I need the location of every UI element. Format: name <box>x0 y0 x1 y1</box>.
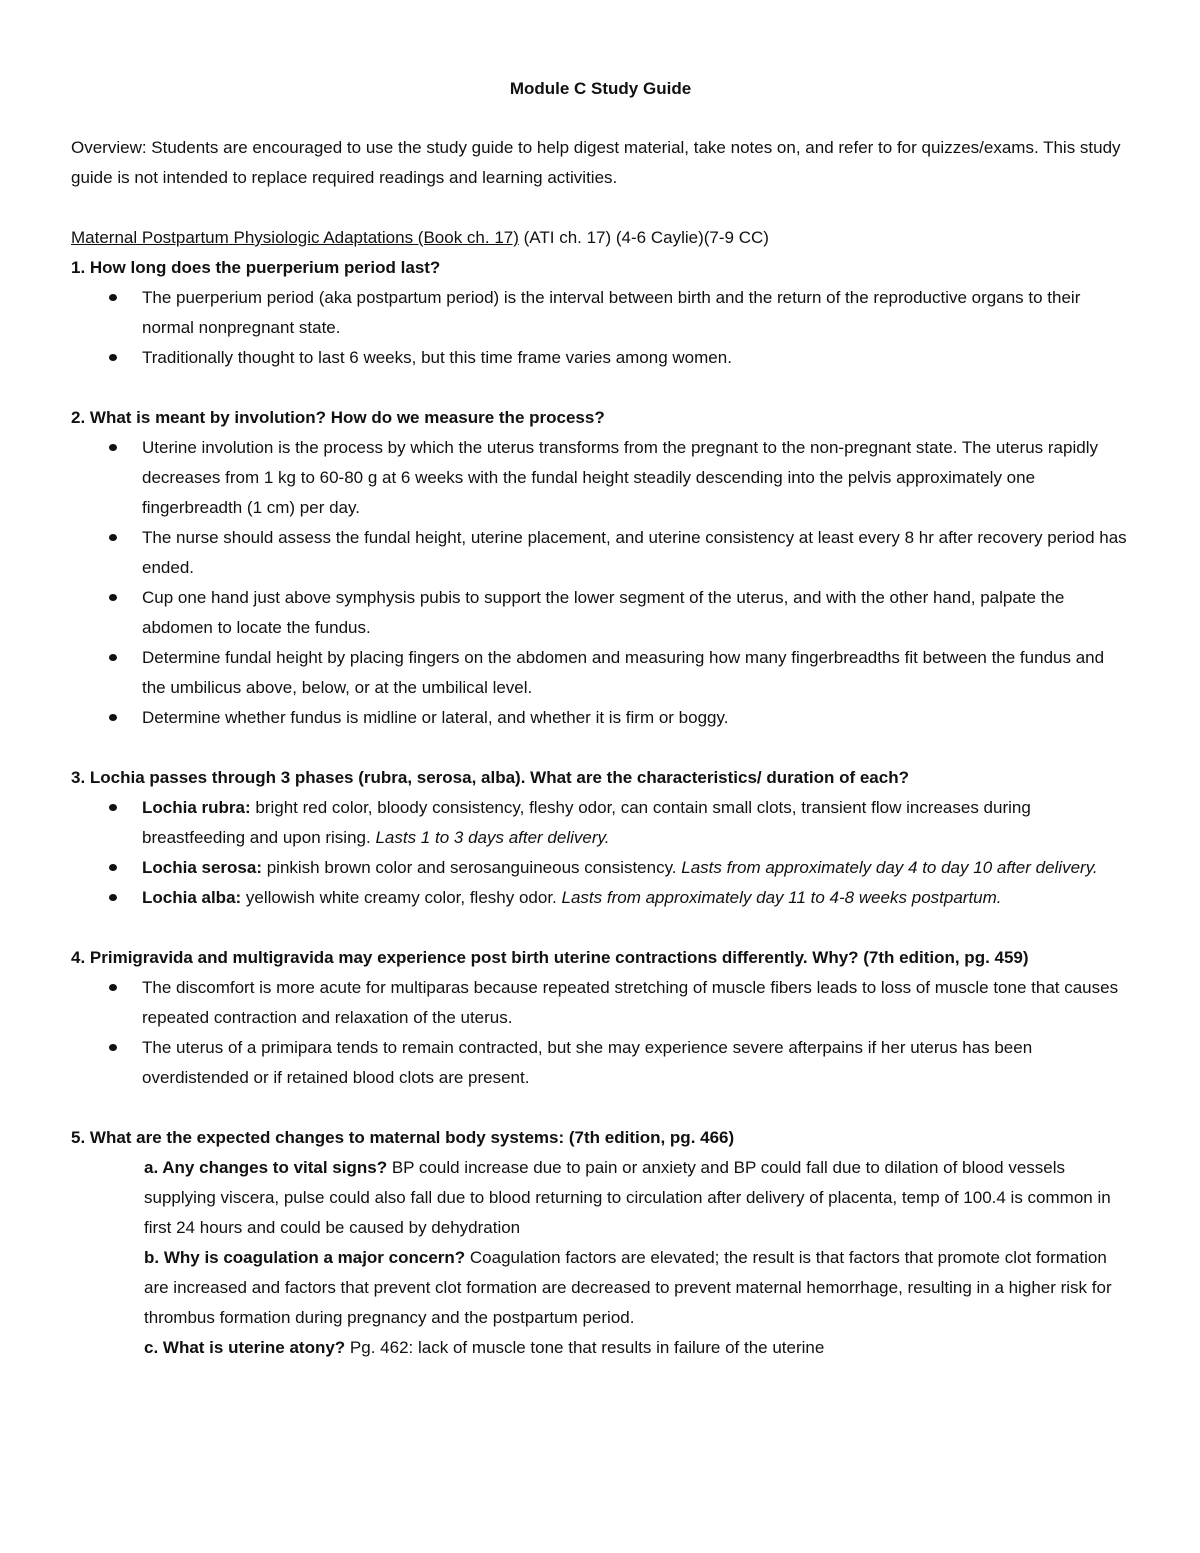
sub-item-label: a. Any changes to vital signs? <box>144 1158 388 1177</box>
question-3-answers <box>71 793 1130 913</box>
lochia-alba-text: yellowish white creamy color, fleshy odor. <box>241 888 562 907</box>
sub-item-text: lack of muscle tone that results in failure of the uterine <box>413 1338 825 1357</box>
question-4-answers <box>71 973 1130 1093</box>
list-item: Traditionally thought to last 6 weeks, but this time frame varies among women. <box>71 343 1130 373</box>
section-heading-rest: (ATI ch. 17) (4-6 Caylie)(7-9 CC) <box>518 228 769 247</box>
lochia-serosa-term: Lochia serosa: <box>142 858 262 877</box>
sub-item-text: BP could increase due to pain or anxiety and BP could fall due to dilation of blood vessels supplying viscera, pulse could also fall due to blood returning to circulation after delivery of placenta, temp of 100.4 is common in first 24 hours and could be caused by dehydration <box>144 1158 1111 1237</box>
list-item: The nurse should assess the fundal height, uterine placement, and uterine consistency at least every 8 hr after recovery period has ended. <box>71 523 1130 583</box>
lochia-alba-term: Lochia alba: <box>142 888 242 907</box>
sub-item-text: Coagulation factors are elevated; the result is that factors that promote clot formation are increased and factors that prevent clot formation are decreased to prevent maternal hemorrhage, resulting in a higher risk for thrombus formation during pregnancy and the postpartum period. <box>144 1248 1112 1327</box>
question-2-answers <box>71 433 1130 733</box>
lochia-serosa-text: pinkish brown color and serosanguineous consistency. <box>262 858 682 877</box>
overview-paragraph: Overview: Students are encouraged to use the study guide to help digest material, take notes on, and refer to for quizzes/exams. This study guide is not intended to replace required readings and learning activities. <box>71 138 1121 187</box>
page-title: Module C Study Guide <box>509 79 692 98</box>
sub-item-vital-signs <box>71 1153 1130 1243</box>
list-item: Uterine involution is the process by which the uterus transforms from the pregnant to the non-pregnant state. The uterus rapidly decreases from 1 kg to 60-80 g at 6 weeks with the fundal height steadily descending into the pelvis approximately one fingerbreadth (1 cm) per day. <box>71 433 1130 523</box>
question-1-answers <box>71 283 1130 373</box>
list-item <box>71 793 1130 853</box>
section-heading-underlined: Maternal Postpartum Physiologic Adaptations (Book ch. 17) <box>71 228 519 247</box>
list-item: The puerperium period (aka postpartum period) is the interval between birth and the return of the reproductive organs to their normal nonpregnant state. <box>71 283 1130 343</box>
list-item <box>71 883 1130 913</box>
lochia-serosa-duration: Lasts from approximately day 4 to day 10 after delivery. <box>681 858 1098 877</box>
lochia-rubra-text: bright red color, bloody consistency, fleshy odor, can contain small clots, transient flow increases during breastfeeding and upon rising. <box>142 798 1031 847</box>
lochia-alba-duration: Lasts from approximately day 11 to 4-8 weeks postpartum. <box>561 888 1002 907</box>
sub-item-uterine-atony <box>71 1333 1130 1363</box>
sub-item-label: c. What is uterine atony? <box>144 1338 346 1357</box>
list-item <box>71 853 1130 883</box>
question-4: 4. Primigravida and multigravida may experience post birth uterine contractions differently. Why? (7th edition, pg. 459) <box>71 948 1029 967</box>
question-3: 3. Lochia passes through 3 phases (rubra, serosa, alba). What are the characteristics/ duration of each? <box>71 768 909 787</box>
section-heading <box>71 223 1130 253</box>
question-5: 5. What are the expected changes to maternal body systems: (7th edition, pg. 466) <box>71 1128 735 1147</box>
question-1: 1. How long does the puerperium period last? <box>71 258 441 277</box>
question-2: 2. What is meant by involution? How do we measure the process? <box>71 408 605 427</box>
lochia-rubra-duration: Lasts 1 to 3 days after delivery. <box>375 828 610 847</box>
list-item: The discomfort is more acute for multiparas because repeated stretching of muscle fibers leads to loss of muscle tone that causes repeated contraction and relaxation of the uterus. <box>71 973 1130 1033</box>
list-item: Determine fundal height by placing fingers on the abdomen and measuring how many fingerbreadths fit between the fundus and the umbilicus above, below, or at the umbilical level. <box>71 643 1130 703</box>
list-item: Cup one hand just above symphysis pubis to support the lower segment of the uterus, and with the other hand, palpate the abdomen to locate the fundus. <box>71 583 1130 643</box>
sub-item-label: b. Why is coagulation a major concern? <box>144 1248 466 1267</box>
list-item: The uterus of a primipara tends to remain contracted, but she may experience severe afterpains if her uterus has been overdistended or if retained blood clots are present. <box>71 1033 1130 1093</box>
list-item: Determine whether fundus is midline or lateral, and whether it is firm or boggy. <box>71 703 1130 733</box>
lochia-rubra-term: Lochia rubra: <box>142 798 251 817</box>
sub-item-coagulation <box>71 1243 1130 1333</box>
sub-item-ref: Pg. 462: <box>345 1338 414 1357</box>
